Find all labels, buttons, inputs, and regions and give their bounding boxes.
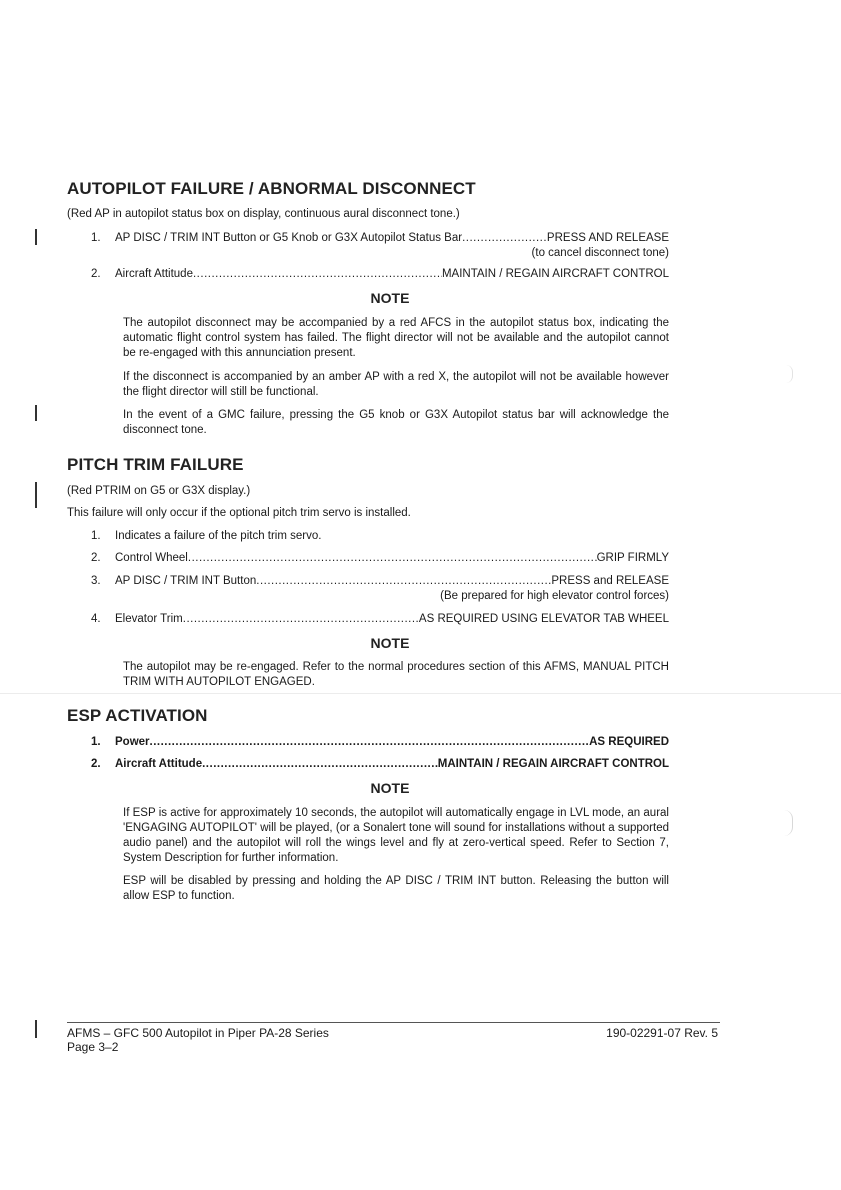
step-label: Aircraft Attitude — [115, 758, 203, 770]
leader-dots — [188, 551, 597, 566]
procedure-step — [91, 757, 669, 772]
procedure-step — [91, 574, 669, 604]
section-intro: (Red PTRIM on G5 or G3X display.) — [67, 485, 251, 497]
note-paragraph: If the disconnect is accompanied by an amber AP with a red X, the autopilot will not be available however the flight director will still be functional. — [123, 371, 669, 398]
step-number: 1. — [91, 232, 101, 244]
note-paragraph: The autopilot disconnect may be accompanied by a red AFCS in the autopilot status box, indicating the automatic flight control system has failed. The flight director will not be available and the autopilot cannot be re-engaged with this annunciation present. — [123, 317, 669, 359]
scan-artifact-mark — [786, 365, 793, 383]
step-number: 3. — [91, 575, 101, 587]
leader-dots — [183, 612, 419, 627]
step-action: PRESS and RELEASE — [551, 575, 669, 587]
leader-dots — [256, 574, 551, 589]
section-title-esp-activation: ESP ACTIVATION — [67, 706, 208, 725]
note-heading: NOTE — [370, 780, 410, 796]
section-intro-condition: This failure will only occur if the optional pitch trim servo is installed. — [67, 507, 411, 519]
step-label: Indicates a failure of the pitch trim servo. — [115, 530, 322, 542]
revision-bar — [35, 1020, 37, 1038]
step-label: Power — [115, 736, 150, 748]
step-number: 2. — [91, 552, 101, 564]
step-action: AS REQUIRED — [589, 736, 669, 748]
leader-dots — [193, 267, 442, 282]
step-subnote: (to cancel disconnect tone) — [531, 247, 669, 259]
step-action: MAINTAIN / REGAIN AIRCRAFT CONTROL — [441, 268, 669, 280]
note-paragraph: If ESP is active for approximately 10 seconds, the autopilot will automatically engage in LVL mode, an aural 'ENGAGING AUTOPILOT' will be played, (or a Sonalert tone will sound for installations without a supported audio panel) and the autopilot will roll the wings level and fly at zero-vertical speed. Refer to Section 7, System Description for further information. — [123, 807, 669, 864]
step-label: Control Wheel — [115, 552, 188, 564]
step-number: 1. — [91, 736, 101, 748]
step-label: Elevator Trim — [115, 613, 183, 625]
step-action: MAINTAIN / REGAIN AIRCRAFT CONTROL — [437, 758, 669, 770]
footer-document-title: AFMS – GFC 500 Autopilot in Piper PA-28 Series — [67, 1026, 329, 1040]
section-intro: (Red AP in autopilot status box on display, continuous aural disconnect tone.) — [67, 208, 460, 220]
revision-bar — [35, 229, 37, 245]
step-label: Aircraft Attitude — [115, 268, 193, 280]
scan-artifact-line — [0, 693, 841, 694]
note-heading: NOTE — [370, 290, 410, 306]
step-label: AP DISC / TRIM INT Button or G5 Knob or G3X Autopilot Status Bar — [115, 232, 463, 244]
step-number: 2. — [91, 758, 101, 770]
step-label: AP DISC / TRIM INT Button — [115, 575, 257, 587]
step-subnote: (Be prepared for high elevator control forces) — [440, 590, 669, 602]
step-action: AS REQUIRED USING ELEVATOR TAB WHEEL — [418, 613, 669, 625]
scan-artifact-mark — [784, 810, 793, 836]
note-heading: NOTE — [370, 635, 410, 651]
procedure-step — [91, 612, 669, 627]
procedure-step — [91, 267, 669, 282]
note-paragraph: ESP will be disabled by pressing and holding the AP DISC / TRIM INT button. Releasing the button will allow ESP to function. — [123, 875, 669, 902]
footer-document-number: 190-02291-07 Rev. 5 — [606, 1026, 718, 1040]
step-action: PRESS AND RELEASE — [546, 232, 669, 244]
step-number: 1. — [91, 530, 101, 542]
procedure-step — [91, 735, 669, 750]
leader-dots — [150, 735, 590, 750]
procedure-step — [91, 231, 669, 261]
procedure-step — [91, 551, 669, 566]
section-title-autopilot-failure: AUTOPILOT FAILURE / ABNORMAL DISCONNECT — [67, 179, 476, 198]
leader-dots — [202, 757, 438, 772]
leader-dots — [462, 231, 547, 246]
note-paragraph: The autopilot may be re-engaged. Refer to the normal procedures section of this AFMS, MANUAL PITCH TRIM WITH AUTOPILOT ENGAGED. — [123, 661, 669, 688]
section-title-pitch-trim-failure: PITCH TRIM FAILURE — [67, 455, 244, 474]
step-number: 4. — [91, 613, 101, 625]
revision-bar — [35, 482, 37, 508]
procedure-step — [91, 529, 669, 544]
revision-bar — [35, 405, 37, 421]
footer-page-number: Page 3–2 — [67, 1040, 119, 1054]
step-number: 2. — [91, 268, 101, 280]
step-action: GRIP FIRMLY — [596, 552, 669, 564]
note-paragraph: In the event of a GMC failure, pressing the G5 knob or G3X Autopilot status bar will acknowledge the disconnect tone. — [123, 409, 669, 436]
footer-rule — [67, 1022, 720, 1023]
